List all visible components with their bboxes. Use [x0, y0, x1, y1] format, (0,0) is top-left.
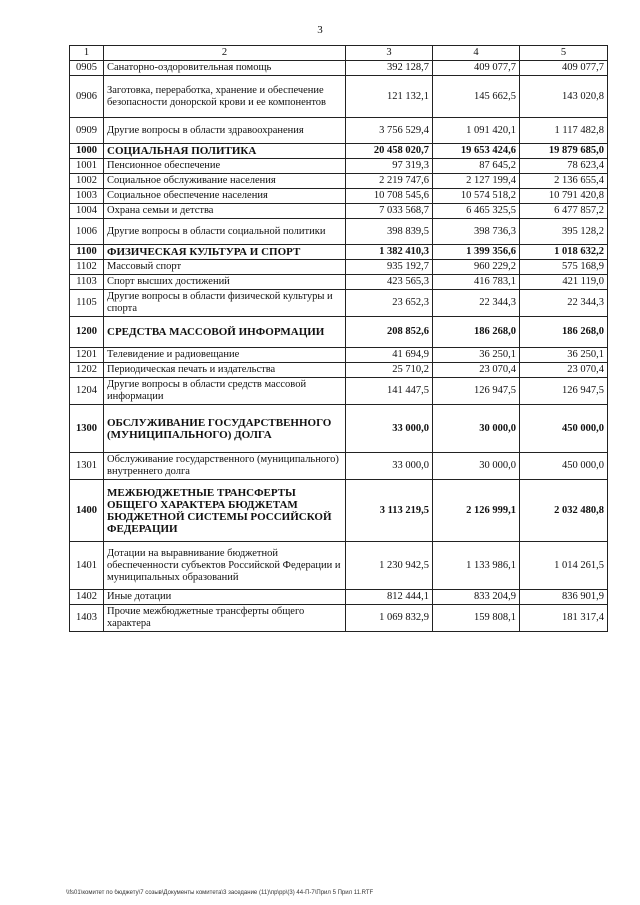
cell-code: 1006: [70, 219, 104, 245]
table-row: [70, 159, 608, 174]
cell-value-col4: 30 000,0: [433, 453, 520, 480]
cell-name: Санаторно-оздоровительная помощь: [104, 61, 346, 76]
header-col-4: 4: [433, 46, 520, 61]
cell-value-col4: 398 736,3: [433, 219, 520, 245]
budget-table: [69, 45, 608, 632]
cell-name: Другие вопросы в области физической культуры и спорта: [104, 290, 346, 317]
cell-value-col4: 960 229,2: [433, 260, 520, 275]
table-row: [70, 453, 608, 480]
cell-value-col3: 1 069 832,9: [346, 605, 433, 632]
cell-code: 0905: [70, 61, 104, 76]
cell-value-col3: 2 219 747,6: [346, 174, 433, 189]
cell-code: 1001: [70, 159, 104, 174]
cell-value-col3: 7 033 568,7: [346, 204, 433, 219]
cell-value-col5: 181 317,4: [520, 605, 608, 632]
cell-value-col4: 1 091 420,1: [433, 118, 520, 144]
cell-value-col4: 126 947,5: [433, 378, 520, 405]
cell-value-col5: 1 014 261,5: [520, 542, 608, 590]
cell-value-col3: 121 132,1: [346, 76, 433, 118]
table-row: [70, 275, 608, 290]
cell-value-col3: 1 382 410,3: [346, 245, 433, 260]
cell-code: 1002: [70, 174, 104, 189]
cell-value-col5: 1 117 482,8: [520, 118, 608, 144]
table-row: [70, 245, 608, 260]
cell-value-col3: 392 128,7: [346, 61, 433, 76]
cell-value-col3: 23 652,3: [346, 290, 433, 317]
table-row: [70, 219, 608, 245]
cell-code: 1401: [70, 542, 104, 590]
cell-value-col5: 23 070,4: [520, 363, 608, 378]
cell-value-col3: 423 565,3: [346, 275, 433, 290]
cell-code: 1100: [70, 245, 104, 260]
cell-value-col5: 2 136 655,4: [520, 174, 608, 189]
table-row: [70, 590, 608, 605]
cell-value-col4: 159 808,1: [433, 605, 520, 632]
table-row: [70, 363, 608, 378]
cell-value-col4: 2 126 999,1: [433, 480, 520, 542]
cell-value-col3: 97 319,3: [346, 159, 433, 174]
cell-value-col3: 935 192,7: [346, 260, 433, 275]
page-number: 3: [317, 24, 323, 36]
cell-value-col3: 812 444,1: [346, 590, 433, 605]
cell-code: 1004: [70, 204, 104, 219]
table-row: [70, 290, 608, 317]
cell-name: Пенсионное обеспечение: [104, 159, 346, 174]
table-row: [70, 378, 608, 405]
cell-value-col5: 126 947,5: [520, 378, 608, 405]
header-col-3: 3: [346, 46, 433, 61]
cell-value-col3: 3 756 529,4: [346, 118, 433, 144]
cell-code: 1003: [70, 189, 104, 204]
cell-value-col5: 10 791 420,8: [520, 189, 608, 204]
cell-value-col3: 1 230 942,5: [346, 542, 433, 590]
cell-name: Телевидение и радиовещание: [104, 348, 346, 363]
cell-name: Другие вопросы в области средств массовой информации: [104, 378, 346, 405]
cell-value-col5: 19 879 685,0: [520, 144, 608, 159]
cell-value-col5: 1 018 632,2: [520, 245, 608, 260]
cell-name: Дотации на выравнивание бюджетной обеспеченности субъектов Российской Федерации и муниципальных образований: [104, 542, 346, 590]
table-row: [70, 317, 608, 348]
table-row: [70, 348, 608, 363]
header-col-2: 2: [104, 46, 346, 61]
cell-value-col4: 2 127 199,4: [433, 174, 520, 189]
cell-name: Другие вопросы в области социальной политики: [104, 219, 346, 245]
cell-value-col4: 833 204,9: [433, 590, 520, 605]
cell-code: 1201: [70, 348, 104, 363]
cell-value-col5: 22 344,3: [520, 290, 608, 317]
table-header-row: [70, 46, 608, 61]
cell-name: СОЦИАЛЬНАЯ ПОЛИТИКА: [104, 144, 346, 159]
cell-value-col5: 450 000,0: [520, 453, 608, 480]
cell-code: 1204: [70, 378, 104, 405]
cell-value-col3: 20 458 020,7: [346, 144, 433, 159]
cell-code: 1102: [70, 260, 104, 275]
cell-value-col5: 143 020,8: [520, 76, 608, 118]
cell-value-col4: 36 250,1: [433, 348, 520, 363]
cell-value-col4: 22 344,3: [433, 290, 520, 317]
cell-code: 1200: [70, 317, 104, 348]
cell-value-col4: 1 399 356,6: [433, 245, 520, 260]
cell-value-col5: 421 119,0: [520, 275, 608, 290]
cell-value-col4: 23 070,4: [433, 363, 520, 378]
cell-value-col4: 1 133 986,1: [433, 542, 520, 590]
cell-value-col3: 3 113 219,5: [346, 480, 433, 542]
table-row: [70, 76, 608, 118]
cell-name: Охрана семьи и детства: [104, 204, 346, 219]
cell-code: 1000: [70, 144, 104, 159]
cell-name: ОБСЛУЖИВАНИЕ ГОСУДАРСТВЕННОГО (МУНИЦИПАЛЬНОГО) ДОЛГА: [104, 405, 346, 453]
table-row: [70, 174, 608, 189]
cell-value-col5: 395 128,2: [520, 219, 608, 245]
header-col-5: 5: [520, 46, 608, 61]
table-row: [70, 118, 608, 144]
cell-code: 1403: [70, 605, 104, 632]
cell-value-col3: 41 694,9: [346, 348, 433, 363]
table-row: [70, 144, 608, 159]
table-row: [70, 405, 608, 453]
cell-name: ФИЗИЧЕСКАЯ КУЛЬТУРА И СПОРТ: [104, 245, 346, 260]
cell-value-col5: 78 623,4: [520, 159, 608, 174]
cell-code: 1300: [70, 405, 104, 453]
cell-value-col4: 10 574 518,2: [433, 189, 520, 204]
cell-code: 0906: [70, 76, 104, 118]
cell-value-col3: 33 000,0: [346, 405, 433, 453]
cell-name: Социальное обслуживание населения: [104, 174, 346, 189]
table-row: [70, 61, 608, 76]
cell-value-col4: 30 000,0: [433, 405, 520, 453]
cell-value-col3: 10 708 545,6: [346, 189, 433, 204]
cell-value-col3: 398 839,5: [346, 219, 433, 245]
cell-name: Прочие межбюджетные трансферты общего характера: [104, 605, 346, 632]
cell-code: 1400: [70, 480, 104, 542]
cell-value-col5: 575 168,9: [520, 260, 608, 275]
cell-code: 1105: [70, 290, 104, 317]
cell-code: 0909: [70, 118, 104, 144]
table-row: [70, 260, 608, 275]
footer-file-path: \\fs01\комитет по бюджету\7 созыв\Документы комитета\3 заседание (11)\пр\рр\(3) 44-П-7\Прил 5 Прил 11.RTF: [66, 890, 374, 896]
cell-value-col5: 6 477 857,2: [520, 204, 608, 219]
table-row: [70, 189, 608, 204]
table-row: [70, 542, 608, 590]
cell-name: МЕЖБЮДЖЕТНЫЕ ТРАНСФЕРТЫ ОБЩЕГО ХАРАКТЕРА БЮДЖЕТАМ БЮДЖЕТНОЙ СИСТЕМЫ РОССИЙСКОЙ ФЕДЕРАЦИИ: [104, 480, 346, 542]
cell-value-col4: 186 268,0: [433, 317, 520, 348]
cell-value-col4: 416 783,1: [433, 275, 520, 290]
cell-code: 1301: [70, 453, 104, 480]
cell-value-col4: 6 465 325,5: [433, 204, 520, 219]
cell-value-col4: 145 662,5: [433, 76, 520, 118]
cell-value-col3: 141 447,5: [346, 378, 433, 405]
cell-name: Периодическая печать и издательства: [104, 363, 346, 378]
cell-value-col5: 2 032 480,8: [520, 480, 608, 542]
cell-name: Другие вопросы в области здравоохранения: [104, 118, 346, 144]
cell-name: Заготовка, переработка, хранение и обеспечение безопасности донорской крови и ее компонентов: [104, 76, 346, 118]
cell-value-col4: 19 653 424,6: [433, 144, 520, 159]
table-row: [70, 605, 608, 632]
cell-value-col5: 409 077,7: [520, 61, 608, 76]
cell-code: 1103: [70, 275, 104, 290]
cell-name: СРЕДСТВА МАССОВОЙ ИНФОРМАЦИИ: [104, 317, 346, 348]
table-row: [70, 204, 608, 219]
cell-name: Спорт высших достижений: [104, 275, 346, 290]
cell-name: Иные дотации: [104, 590, 346, 605]
cell-value-col4: 409 077,7: [433, 61, 520, 76]
cell-name: Социальное обеспечение населения: [104, 189, 346, 204]
cell-value-col5: 186 268,0: [520, 317, 608, 348]
cell-code: 1402: [70, 590, 104, 605]
cell-value-col5: 36 250,1: [520, 348, 608, 363]
cell-value-col4: 87 645,2: [433, 159, 520, 174]
table-row: [70, 480, 608, 542]
cell-value-col3: 208 852,6: [346, 317, 433, 348]
cell-name: Обслуживание государственного (муниципального) внутреннего долга: [104, 453, 346, 480]
cell-value-col3: 33 000,0: [346, 453, 433, 480]
header-col-1: 1: [70, 46, 104, 61]
cell-code: 1202: [70, 363, 104, 378]
cell-value-col5: 836 901,9: [520, 590, 608, 605]
cell-value-col5: 450 000,0: [520, 405, 608, 453]
cell-name: Массовый спорт: [104, 260, 346, 275]
cell-value-col3: 25 710,2: [346, 363, 433, 378]
